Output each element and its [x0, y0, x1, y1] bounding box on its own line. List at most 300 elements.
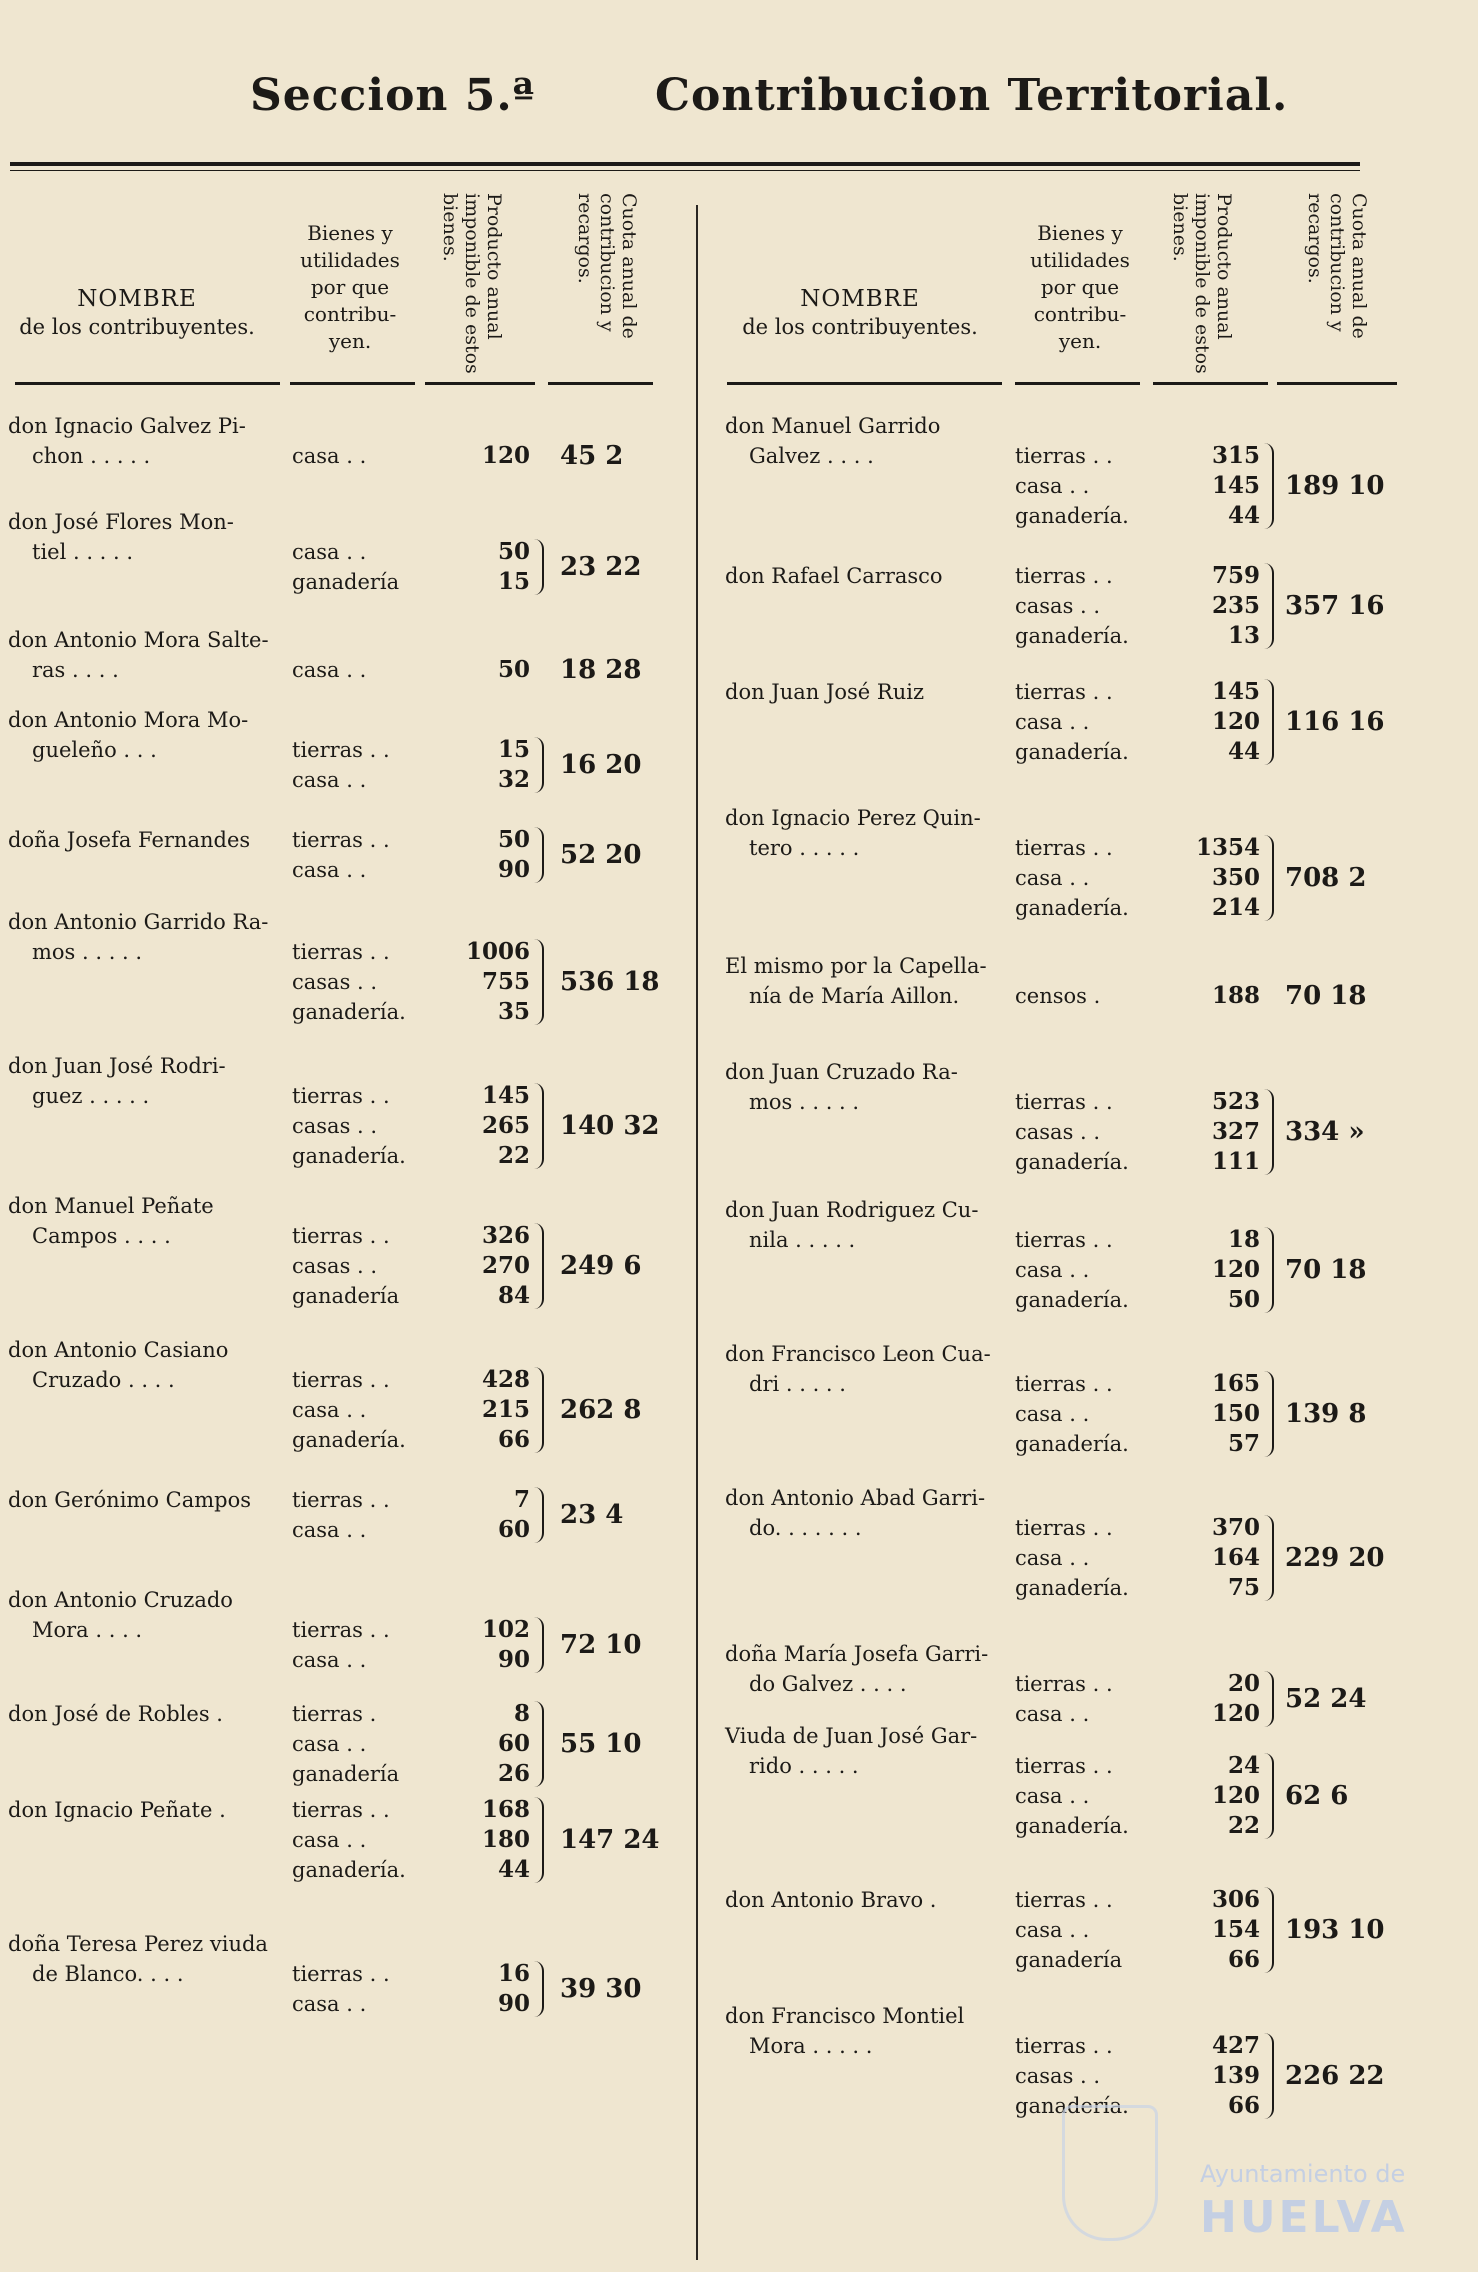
- contributor-name-line: mos . . . . .: [32, 940, 143, 964]
- product-value: 7: [513, 1486, 530, 1513]
- watermark-line1: Ayuntamiento de: [1200, 2160, 1406, 2188]
- product-value: 90: [497, 1646, 530, 1673]
- contributor-name-line: doña Josefa Fernandes: [8, 828, 251, 852]
- header-nombre-bottom: de los contribuyentes.: [19, 315, 255, 339]
- header-bienes-line: yen.: [1058, 329, 1102, 353]
- annual-quota: 357 16: [1285, 591, 1385, 621]
- property-type: casa . .: [1015, 1784, 1090, 1808]
- property-type: casa . .: [292, 540, 367, 564]
- annual-quota: 193 10: [1285, 1915, 1385, 1945]
- property-type: ganadería.: [1015, 1432, 1129, 1456]
- product-value: 145: [481, 1082, 530, 1109]
- property-type: casas . .: [292, 1254, 378, 1278]
- contributor-name: [725, 1885, 936, 1915]
- product-value: 165: [1211, 1370, 1260, 1397]
- contributor-name: [8, 1795, 226, 1825]
- contributor-name-line: Galvez . . . .: [749, 444, 874, 468]
- grouping-brace: [1264, 1371, 1274, 1457]
- property-type: casa . .: [1015, 1918, 1090, 1942]
- property-type: ganadería.: [1015, 504, 1129, 528]
- product-value: 120: [1211, 708, 1260, 735]
- product-values: [420, 937, 530, 1027]
- product-value: 44: [1227, 502, 1260, 529]
- product-value: 50: [497, 826, 530, 853]
- product-value: 327: [1211, 1118, 1260, 1145]
- header-bienes: [1010, 220, 1150, 355]
- product-value: 22: [1227, 1812, 1260, 1839]
- grouping-brace: [1264, 1227, 1274, 1313]
- contributor-name-line: de Blanco. . . .: [32, 1962, 184, 1986]
- property-type: ganadería.: [1015, 1814, 1129, 1838]
- product-value: 44: [1227, 738, 1260, 765]
- product-values: [1145, 1369, 1260, 1459]
- property-type: tierras . .: [292, 1084, 390, 1108]
- contributor-name: [8, 1051, 226, 1111]
- product-value: 50: [497, 538, 530, 565]
- property-type: tierras .: [292, 1702, 377, 1726]
- property-list: [292, 655, 366, 685]
- contributor-name-line: don Francisco Montiel: [725, 2004, 965, 2028]
- grouping-brace: [1264, 1671, 1274, 1727]
- property-type: tierras . .: [1015, 1228, 1113, 1252]
- property-list: [292, 441, 366, 471]
- annual-quota: 55 10: [560, 1729, 642, 1759]
- contributor-name: [725, 677, 924, 707]
- property-type: casa . .: [292, 1732, 367, 1756]
- property-type: tierras . .: [1015, 1090, 1113, 1114]
- contributor-name-line: chon . . . . .: [32, 444, 151, 468]
- top-rule: [10, 162, 1360, 166]
- property-type: tierras . .: [1015, 1516, 1113, 1540]
- contributor-name-line: Viuda de Juan José Gar-: [725, 1724, 978, 1748]
- property-list: [1015, 1885, 1122, 1975]
- header-cuota: Cuota anual de contribucion y recargos.: [1304, 193, 1370, 339]
- product-value: 120: [1211, 1782, 1260, 1809]
- annual-quota: 536 18: [560, 967, 660, 997]
- contributor-name: [725, 1339, 991, 1399]
- contributor-name-line: Campos . . . .: [32, 1224, 171, 1248]
- header-bienes-line: por que: [1040, 275, 1120, 299]
- contributor-name-line: don Juan José Ruiz: [725, 680, 925, 704]
- contributor-name: [8, 1485, 251, 1515]
- property-list: [292, 1615, 390, 1675]
- product-value: 315: [1211, 442, 1260, 469]
- header-nombre: [725, 285, 995, 341]
- property-type: ganadería.: [1015, 1150, 1129, 1174]
- property-list: [1015, 441, 1129, 531]
- property-type: ganadería.: [1015, 1576, 1129, 1600]
- annual-quota: 45 2: [560, 441, 624, 471]
- header-underline: [15, 382, 280, 385]
- product-value: 75: [1227, 1574, 1260, 1601]
- grouping-brace: [534, 737, 544, 793]
- contributor-name-line: don Ignacio Peñate .: [8, 1798, 226, 1822]
- grouping-brace: [534, 827, 544, 883]
- grouping-brace: [1264, 1515, 1274, 1601]
- product-values: [420, 825, 530, 885]
- product-values: [1145, 1669, 1260, 1729]
- property-type: casa . .: [1015, 710, 1090, 734]
- property-type: tierras . .: [1015, 836, 1113, 860]
- property-list: [292, 937, 406, 1027]
- contributor-name-line: don Antonio Cruzado: [8, 1588, 233, 1612]
- contributor-name-line: don Antonio Bravo .: [725, 1888, 937, 1912]
- product-values: [1145, 1513, 1260, 1603]
- product-value: 145: [1211, 472, 1260, 499]
- header-underline: [1153, 382, 1268, 385]
- property-type: tierras . .: [1015, 1888, 1113, 1912]
- product-value: 265: [481, 1112, 530, 1139]
- property-type: casas . .: [1015, 594, 1101, 618]
- annual-quota: 116 16: [1285, 707, 1385, 737]
- contributor-name-line: don Antonio Abad Garri-: [725, 1486, 986, 1510]
- header-bienes-line: utilidades: [1030, 248, 1130, 272]
- property-type: tierras . .: [1015, 2034, 1113, 2058]
- product-value: 427: [1211, 2032, 1260, 2059]
- product-values: [1145, 1087, 1260, 1177]
- product-value: 66: [1227, 2092, 1260, 2119]
- product-values: [1145, 2031, 1260, 2121]
- header-bienes-line: contribu-: [303, 302, 397, 326]
- contributor-name-line: tero . . . . .: [749, 836, 860, 860]
- product-values: [1145, 1885, 1260, 1975]
- right-table-header: [725, 185, 1425, 385]
- product-value: 60: [497, 1730, 530, 1757]
- header-nombre-top: NOMBRE: [800, 286, 920, 312]
- grouping-brace: [534, 1701, 544, 1787]
- property-type: casa . .: [1015, 1258, 1090, 1282]
- property-type: ganadería.: [1015, 1288, 1129, 1312]
- contributor-name-line: don Juan Rodriguez Cu-: [725, 1198, 979, 1222]
- product-value: 8: [513, 1700, 530, 1727]
- property-list: [1015, 833, 1129, 923]
- grouping-brace: [1264, 563, 1274, 649]
- product-value: 32: [497, 766, 530, 793]
- header-nombre: [2, 285, 272, 341]
- product-values: [1145, 677, 1260, 767]
- property-type: casa . .: [292, 1828, 367, 1852]
- property-type: casa . .: [1015, 866, 1090, 890]
- contributor-name-line: don José de Robles .: [8, 1702, 223, 1726]
- grouping-brace: [534, 539, 544, 595]
- contributor-name: [725, 951, 987, 1011]
- product-values: [420, 537, 530, 597]
- product-value: 154: [1211, 1916, 1260, 1943]
- annual-quota: 249 6: [560, 1251, 642, 1281]
- product-value: 90: [497, 1990, 530, 2017]
- contributor-name: [725, 1195, 978, 1255]
- property-list: [1015, 981, 1100, 1011]
- property-type: tierras . .: [292, 1488, 390, 1512]
- grouping-brace: [1264, 835, 1274, 921]
- property-type: casa . .: [292, 444, 367, 468]
- product-values: [420, 1795, 530, 1885]
- annual-quota: 70 18: [1285, 981, 1367, 1011]
- property-type: casas . .: [1015, 1120, 1101, 1144]
- product-value: 20: [1227, 1670, 1260, 1697]
- grouping-brace: [534, 1961, 544, 2017]
- property-type: ganadería: [292, 1284, 400, 1308]
- product-value: 102: [481, 1616, 530, 1643]
- contributor-name-line: nía de María Aillon.: [749, 984, 960, 1008]
- product-value: 164: [1211, 1544, 1260, 1571]
- property-type: casa . .: [292, 858, 367, 882]
- property-type: tierras . .: [292, 738, 390, 762]
- annual-quota: 708 2: [1285, 863, 1367, 893]
- contributor-name-line: don Manuel Peñate: [8, 1194, 214, 1218]
- property-type: tierras . .: [292, 1368, 390, 1392]
- contributor-name-line: El mismo por la Capella-: [725, 954, 987, 978]
- contributor-name: [725, 803, 981, 863]
- property-type: ganadería: [1015, 1948, 1123, 1972]
- property-list: [1015, 561, 1129, 651]
- product-values: [420, 441, 530, 471]
- contributor-name-line: don Juan Cruzado Ra-: [725, 1060, 958, 1084]
- product-value: 270: [481, 1252, 530, 1279]
- property-type: casas . .: [292, 970, 378, 994]
- contributor-name-line: gueleño . . .: [32, 738, 157, 762]
- grouping-brace: [1264, 1089, 1274, 1175]
- header-bienes-line: utilidades: [300, 248, 400, 272]
- property-type: tierras . .: [292, 828, 390, 852]
- property-type: ganadería: [292, 570, 400, 594]
- property-type: ganadería.: [292, 1428, 406, 1452]
- property-type: tierras . .: [292, 1224, 390, 1248]
- contributor-name-line: don Antonio Garrido Ra-: [8, 910, 269, 934]
- product-value: 57: [1227, 1430, 1260, 1457]
- contributor-name: [8, 507, 234, 567]
- product-value: 523: [1211, 1088, 1260, 1115]
- product-value: 755: [481, 968, 530, 995]
- product-values: [420, 1615, 530, 1675]
- product-value: 90: [497, 856, 530, 883]
- product-value: 15: [497, 568, 530, 595]
- product-value: 35: [497, 998, 530, 1025]
- annual-quota: 16 20: [560, 750, 642, 780]
- annual-quota: 229 20: [1285, 1543, 1385, 1573]
- property-type: casa . .: [1015, 474, 1090, 498]
- header-bienes-line: Bienes y: [307, 221, 393, 245]
- property-type: casa . .: [292, 658, 367, 682]
- property-type: casa . .: [292, 1648, 367, 1672]
- contributor-name-line: Mora . . . . .: [749, 2034, 873, 2058]
- top-rule-thin: [10, 170, 1360, 171]
- property-type: tierras . .: [292, 1618, 390, 1642]
- contributor-name-line: do. . . . . . .: [749, 1516, 862, 1540]
- product-value: 150: [1211, 1400, 1260, 1427]
- header-bienes-line: contribu-: [1033, 302, 1127, 326]
- document-heading: Contribucion Territorial.: [655, 70, 1289, 121]
- product-value: 26: [497, 1760, 530, 1787]
- product-values: [420, 735, 530, 795]
- product-values: [420, 655, 530, 685]
- product-value: 24: [1227, 1752, 1260, 1779]
- product-value: 120: [481, 442, 530, 469]
- property-list: [1015, 1513, 1129, 1603]
- product-value: 306: [1211, 1886, 1260, 1913]
- annual-quota: 23 22: [560, 552, 642, 582]
- product-value: 370: [1211, 1514, 1260, 1541]
- contributor-name-line: Mora . . . .: [32, 1618, 143, 1642]
- contributor-name-line: don José Flores Mon-: [8, 510, 234, 534]
- property-type: tierras . .: [1015, 564, 1113, 588]
- contributor-name-line: mos . . . . .: [749, 1090, 860, 1114]
- product-values: [1145, 1225, 1260, 1315]
- annual-quota: 147 24: [560, 1825, 660, 1855]
- property-type: tierras . .: [1015, 1672, 1113, 1696]
- contributor-name-line: rido . . . . .: [749, 1754, 859, 1778]
- product-value: 188: [1211, 982, 1260, 1009]
- annual-quota: 70 18: [1285, 1255, 1367, 1285]
- product-value: 350: [1211, 864, 1260, 891]
- product-values: [420, 1699, 530, 1789]
- property-list: [1015, 1225, 1129, 1315]
- contributor-name-line: dri . . . . .: [749, 1372, 846, 1396]
- contributor-name: [8, 1929, 268, 1989]
- header-nombre-bottom: de los contribuyentes.: [742, 315, 978, 339]
- property-type: casa . .: [292, 1518, 367, 1542]
- grouping-brace: [1264, 2033, 1274, 2119]
- header-producto: Producto anual imponible de estos bienes.: [1169, 193, 1235, 374]
- property-type: tierras . .: [1015, 444, 1113, 468]
- product-values: [420, 1485, 530, 1545]
- contributor-name: [8, 411, 246, 471]
- contributor-name: [8, 1585, 233, 1645]
- contributor-name-line: don Juan José Rodri-: [8, 1054, 226, 1078]
- property-list: [1015, 1087, 1129, 1177]
- annual-quota: 139 8: [1285, 1399, 1367, 1429]
- property-type: censos .: [1015, 984, 1101, 1008]
- property-type: casa . .: [292, 768, 367, 792]
- left-column: [0, 185, 690, 2255]
- property-list: [1015, 1369, 1129, 1459]
- property-type: ganadería: [292, 1762, 400, 1786]
- contributor-name-line: doña María Josefa Garri-: [725, 1642, 989, 1666]
- product-values: [1145, 981, 1260, 1011]
- header-cuota: Cuota anual de contribucion y recargos.: [574, 193, 640, 339]
- header-underline: [548, 382, 653, 385]
- contributor-name: [725, 561, 943, 591]
- product-value: 326: [481, 1222, 530, 1249]
- page-title: [0, 70, 1478, 130]
- product-value: 168: [481, 1796, 530, 1823]
- contributor-name-line: tiel . . . . .: [32, 540, 134, 564]
- header-underline: [1277, 382, 1397, 385]
- contributor-name: [725, 1057, 958, 1117]
- product-value: 235: [1211, 592, 1260, 619]
- grouping-brace: [534, 939, 544, 1025]
- property-type: ganadería.: [292, 1858, 406, 1882]
- property-type: ganadería.: [292, 1144, 406, 1168]
- annual-quota: 23 4: [560, 1500, 624, 1530]
- property-type: casa . .: [292, 1992, 367, 2016]
- product-values: [1145, 833, 1260, 923]
- product-value: 428: [481, 1366, 530, 1393]
- property-list: [292, 1699, 399, 1789]
- annual-quota: 52 24: [1285, 1684, 1367, 1714]
- property-list: [292, 1795, 406, 1885]
- property-list: [292, 537, 399, 597]
- header-bienes: [285, 220, 415, 355]
- product-values: [420, 1081, 530, 1171]
- product-value: 44: [497, 1856, 530, 1883]
- product-value: 84: [497, 1282, 530, 1309]
- header-nombre-top: NOMBRE: [77, 286, 197, 312]
- product-value: 180: [481, 1826, 530, 1853]
- product-value: 120: [1211, 1700, 1260, 1727]
- watermark-line2: HUELVA: [1200, 2192, 1408, 2243]
- property-type: casa . .: [292, 1398, 367, 1422]
- property-type: ganadería.: [292, 1000, 406, 1024]
- product-values: [1145, 561, 1260, 651]
- product-value: 111: [1211, 1148, 1260, 1175]
- annual-quota: 62 6: [1285, 1781, 1349, 1811]
- annual-quota: 262 8: [560, 1395, 642, 1425]
- header-underline: [425, 382, 535, 385]
- contributor-name: [8, 1191, 214, 1251]
- grouping-brace: [1264, 443, 1274, 529]
- product-values: [420, 1959, 530, 2019]
- product-values: [1145, 1751, 1260, 1841]
- property-type: tierras . .: [292, 1962, 390, 1986]
- contributor-name-line: don Antonio Mora Salte-: [8, 628, 269, 652]
- property-list: [1015, 677, 1129, 767]
- grouping-brace: [534, 1617, 544, 1673]
- contributor-name-line: doña Teresa Perez viuda: [8, 1932, 268, 1956]
- product-values: [420, 1365, 530, 1455]
- product-value: 60: [497, 1516, 530, 1543]
- product-value: 66: [497, 1426, 530, 1453]
- contributor-name: [8, 1335, 228, 1395]
- property-type: ganadería.: [1015, 624, 1129, 648]
- contributor-name-line: Cruzado . . . .: [32, 1368, 175, 1392]
- header-bienes-line: yen.: [328, 329, 372, 353]
- contributor-name-line: guez . . . . .: [32, 1084, 150, 1108]
- annual-quota: 140 32: [560, 1111, 660, 1141]
- product-value: 214: [1211, 894, 1260, 921]
- property-type: ganadería.: [1015, 2094, 1129, 2118]
- property-type: ganadería.: [1015, 896, 1129, 920]
- header-producto: Producto anual imponible de estos bienes.: [439, 193, 505, 374]
- product-value: 18: [1227, 1226, 1260, 1253]
- property-list: [1015, 1669, 1113, 1729]
- property-type: ganadería.: [1015, 740, 1129, 764]
- column-divider: [696, 205, 698, 2260]
- municipal-seal-watermark: [1062, 2105, 1158, 2241]
- contributor-name-line: do Galvez . . . .: [749, 1672, 907, 1696]
- contributor-name-line: ras . . . .: [32, 658, 119, 682]
- contributor-name-line: don Manuel Garrido: [725, 414, 941, 438]
- property-list: [292, 1959, 390, 2019]
- header-bienes-line: por que: [310, 275, 390, 299]
- grouping-brace: [534, 1223, 544, 1309]
- contributor-name: [725, 1639, 988, 1699]
- header-underline: [727, 382, 1002, 385]
- contributor-name-line: don Gerónimo Campos: [8, 1488, 252, 1512]
- right-column: [725, 185, 1425, 2255]
- product-value: 1006: [465, 938, 530, 965]
- annual-quota: 226 22: [1285, 2061, 1385, 2091]
- header-underline: [290, 382, 415, 385]
- product-value: 120: [1211, 1256, 1260, 1283]
- contributor-name-line: nila . . . . .: [749, 1228, 856, 1252]
- property-type: casas . .: [1015, 2064, 1101, 2088]
- product-value: 139: [1211, 2062, 1260, 2089]
- contributor-name: [8, 907, 268, 967]
- property-list: [292, 735, 390, 795]
- product-value: 145: [1211, 678, 1260, 705]
- product-value: 15: [497, 736, 530, 763]
